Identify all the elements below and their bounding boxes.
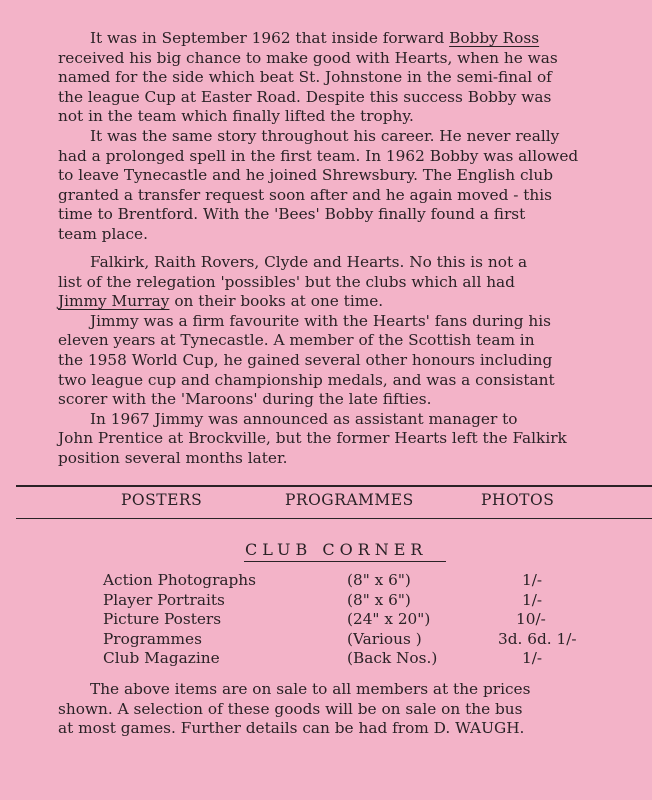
- item-price: 10/-: [516, 610, 546, 629]
- item-name: Club Magazine: [103, 649, 220, 668]
- price-row: [0, 591, 652, 611]
- posters-label: POSTERS: [121, 491, 203, 509]
- item-name: Picture Posters: [103, 610, 222, 629]
- item-name: Action Photographs: [103, 571, 257, 589]
- club-corner-title: CLUB CORNER: [245, 540, 428, 559]
- item-name: Programmes: [103, 629, 202, 648]
- text-line: list of the relegation 'possibles' but the clubs which all had: [58, 272, 515, 291]
- item-size: (24" x 20"): [347, 610, 431, 629]
- text-line: to leave Tynecastle and he joined Shrewsbury. The English club: [58, 166, 554, 185]
- item-price: 1/-: [522, 649, 543, 668]
- bobby-ross-paragraph: [58, 29, 646, 245]
- text-line: team place.: [58, 224, 148, 243]
- text-line: position several months later.: [58, 448, 288, 467]
- item-size: (Back Nos.): [347, 649, 438, 668]
- text-line: named for the side which beat St. Johnstone in the semi-final of: [58, 68, 552, 87]
- text-line: Jimmy Murray on their books at one time.: [58, 292, 384, 311]
- text-line: two league cup and championship medals, and was a consistant: [58, 370, 555, 389]
- club-corner-underline: [244, 561, 446, 562]
- text-line: Jimmy was a firm favourite with the Hearts' fans during his: [90, 311, 552, 330]
- item-size: (Various ): [347, 629, 422, 648]
- text-line: eleven years at Tynecastle. A member of the Scottish team in: [58, 331, 535, 350]
- item-price: 3d. 6d. 1/-: [498, 629, 577, 648]
- item-price: 1/-: [522, 571, 543, 589]
- text-line: scorer with the 'Maroons' during the late fifties.: [58, 390, 432, 409]
- text-line: received his big chance to make good with Hearts, when he was: [58, 48, 558, 67]
- jimmy-murray-paragraph: [58, 253, 646, 469]
- text-line: John Prentice at Brockville, but the former Hearts left the Falkirk: [58, 429, 567, 448]
- item-name: Player Portraits: [103, 590, 225, 609]
- price-row: [0, 571, 652, 591]
- price-row: [0, 610, 652, 630]
- price-row: [0, 630, 652, 650]
- text-line: It was in September 1962 that inside forward Bobby Ross: [90, 29, 540, 47]
- text-line: had a prolonged spell in the first team. In 1962 Bobby was allowed: [58, 146, 579, 165]
- text-line: The above items are on sale to all members at the prices: [90, 680, 531, 698]
- player-name-bobby-ross: Bobby Ross: [449, 29, 540, 47]
- player-name-jimmy-murray: Jimmy Murray: [58, 292, 170, 311]
- item-size: (8" x 6"): [347, 590, 411, 609]
- item-price: 1/-: [522, 590, 543, 609]
- sales-note: [58, 680, 646, 739]
- text-line: at most games. Further details can be had from D. WAUGH.: [58, 719, 525, 738]
- item-size: (8" x 6"): [347, 571, 411, 589]
- text-line: It was the same story throughout his career. He never really: [90, 126, 560, 145]
- text-line: not in the team which finally lifted the trophy.: [58, 107, 414, 126]
- bottom-divider: [16, 518, 652, 519]
- programmes-label: PROGRAMMES: [285, 491, 414, 509]
- top-divider: [16, 485, 652, 487]
- merchandise-header: [0, 491, 652, 513]
- text-line: time to Brentford. With the 'Bees' Bobby finally found a first: [58, 205, 526, 224]
- photos-label: PHOTOS: [481, 491, 555, 509]
- text-line: shown. A selection of these goods will be on sale on the bus: [58, 699, 523, 718]
- price-row: [0, 649, 652, 669]
- text-line: granted a transfer request soon after and he again moved - this: [58, 185, 553, 204]
- price-list: [0, 571, 652, 669]
- text-line: the league Cup at Easter Road. Despite this success Bobby was: [58, 87, 552, 106]
- text-line: In 1967 Jimmy was announced as assistant manager to: [90, 409, 518, 428]
- text-line: Falkirk, Raith Rovers, Clyde and Hearts. No this is not a: [90, 253, 528, 271]
- text-line: the 1958 World Cup, he gained several other honours including: [58, 350, 553, 369]
